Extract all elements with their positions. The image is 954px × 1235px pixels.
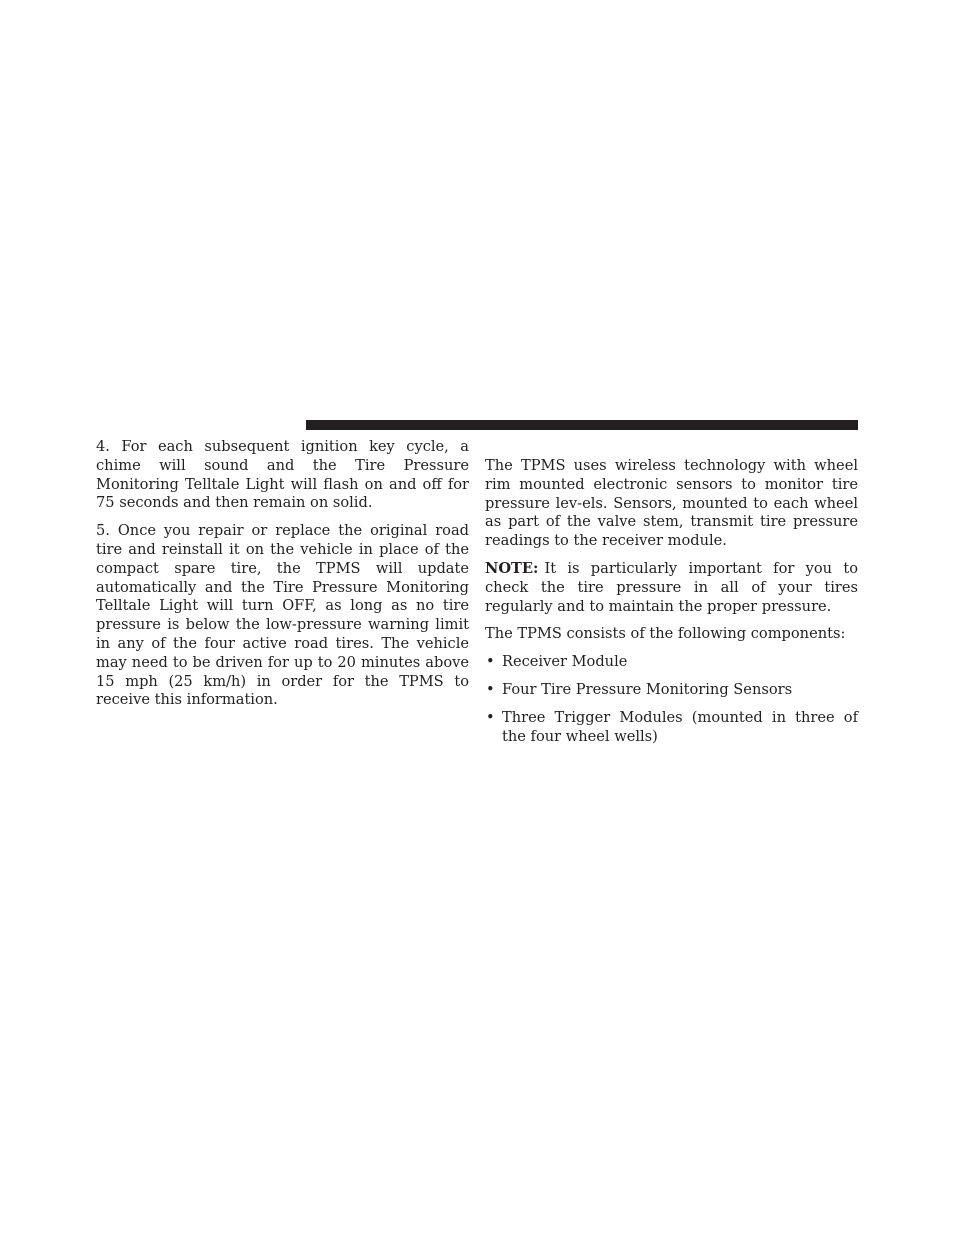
components-intro: The TPMS consists of the following components: xyxy=(485,625,846,643)
left-column xyxy=(96,438,469,719)
section-header-bar xyxy=(306,420,858,430)
step-5-paragraph: 5. Once you repair or replace the original road tire and reinstall it on the vehicle in place of the compact spare tire, the TPMS will update automatically and the Tire Pressure Monitoring Telltale Light will turn OFF, as long as no tire pressure is below the low-pressure warning limit in any of the four active road tires. The vehicle may need to be driven for up to 20 minutes above 15 mph (25 km/h) in order for the TPMS to receive this information. xyxy=(96,522,469,709)
note-label: NOTE: xyxy=(485,559,539,577)
note-text: It is particularly important for you to check the tire pressure in all of your tires regularly and to maintain the proper pressure. xyxy=(485,559,858,615)
step-4-paragraph: 4. For each subsequent ignition key cycle, a chime will sound and the Tire Pressure Monitoring Telltale Light will flash on and off for 75 seconds and then remain on solid. xyxy=(96,438,469,512)
components-list xyxy=(485,653,858,746)
bullet-icon: • xyxy=(486,708,495,726)
list-item-text: Three Trigger Modules (mounted in three of the four wheel wells) xyxy=(502,708,858,745)
list-item xyxy=(485,681,858,700)
bullet-icon: • xyxy=(486,680,495,698)
right-column xyxy=(485,457,858,755)
note-paragraph xyxy=(485,560,858,616)
list-item-text: Four Tire Pressure Monitoring Sensors xyxy=(502,680,793,698)
tpms-intro-paragraph: The TPMS uses wireless technology with wheel rim mounted electronic sensors to monitor tire pressure lev-els. Sensors, mounted to each wheel as part of the valve stem, transmit tire pressure readings to the receiver module. xyxy=(485,457,858,550)
list-item xyxy=(485,653,858,672)
bullet-icon: • xyxy=(486,653,495,671)
list-item-text: Receiver Module xyxy=(502,653,628,671)
list-item xyxy=(485,709,858,747)
